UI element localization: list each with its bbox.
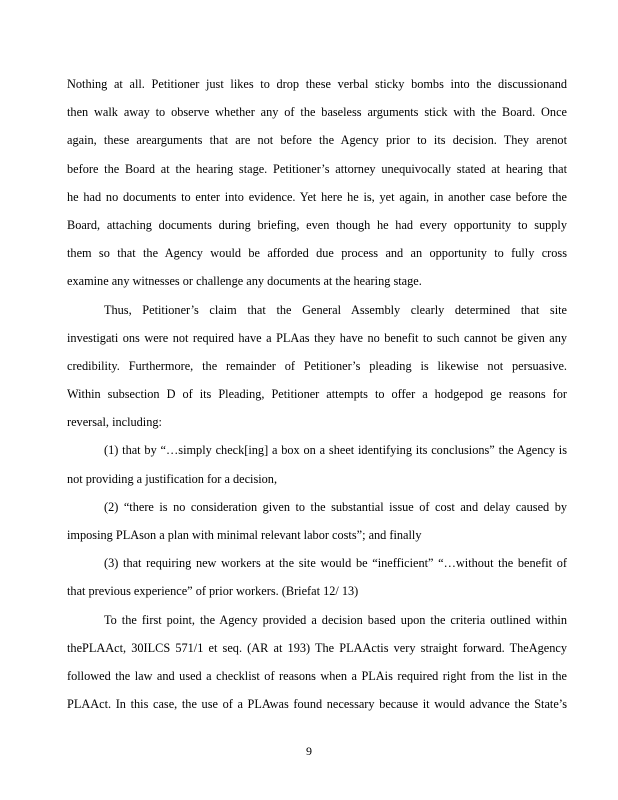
text-line: PLAAct. In this case, the use of a PLAwas found necessary because it would advance the State’s	[67, 697, 567, 712]
text-line: Nothing at all. Petitioner just likes to drop these verbal sticky bombs into the discussionand	[67, 77, 567, 91]
text-line: imposing PLAson a plan with minimal relevant labor costs”; and finally	[67, 528, 422, 542]
text-line: examine any witnesses or challenge any documents at the hearing stage.	[67, 274, 422, 289]
text-line: before the Board at the hearing stage. Petitioner’s attorney unequivocally stated at hearing that	[67, 161, 567, 176]
body-text	[67, 70, 567, 718]
text-line: followed the law and used a checklist of reasons when a PLAis required right from the list in the	[67, 668, 567, 683]
text-line: Board, attaching documents during briefing, even though he had every opportunity to supply	[67, 217, 567, 232]
text-line: not providing a justification for a decision,	[67, 471, 278, 486]
text-line: reversal, including:	[67, 415, 162, 430]
text-line: thePLAAct, 30ILCS 571/1 et seq. (AR at 193) The PLAActis very straight forward. TheAgency	[67, 640, 567, 655]
text-line: that previous experience” of prior workers. (Briefat 12/ 13)	[67, 584, 359, 599]
text-line: then walk away to observe whether any of the baseless arguments stick with the Board. Once	[67, 105, 567, 120]
text-line: them so that the Agency would be afforded due process and an opportunity to fully cross	[67, 246, 567, 261]
text-line: again, these arearguments that are not before the Agency prior to its decision. They arenot	[67, 133, 567, 148]
text-line: Within subsection D of its Pleading, Petitioner attempts to offer a hodgepod ge reasons for	[67, 387, 567, 402]
text-line: (2) “there is no consideration given to the substantial issue of cost and delay caused by	[104, 499, 567, 514]
text-line: credibility. Furthermore, the remainder of Petitioner’s pleading is likewise not persuasive.	[67, 358, 567, 373]
text-line: (1) that by “…simply check[ing] a box on a sheet identifying its conclusions” the Agency is	[104, 443, 567, 458]
text-line: Thus, Petitioner’s claim that the General Assembly clearly determined that site	[104, 302, 567, 317]
text-line: To the first point, the Agency provided a decision based upon the criteria outlined within	[104, 612, 567, 627]
page-number: 9	[306, 744, 312, 758]
text-line: he had no documents to enter into evidence. Yet here he is, yet again, in another case before the	[67, 189, 567, 204]
text-line: (3) that requiring new workers at the site would be “inefficient” “…without the benefit of	[104, 556, 567, 571]
text-line: investigati ons were not required have a PLAas they have no benefit to such cannot be given any	[67, 330, 567, 345]
